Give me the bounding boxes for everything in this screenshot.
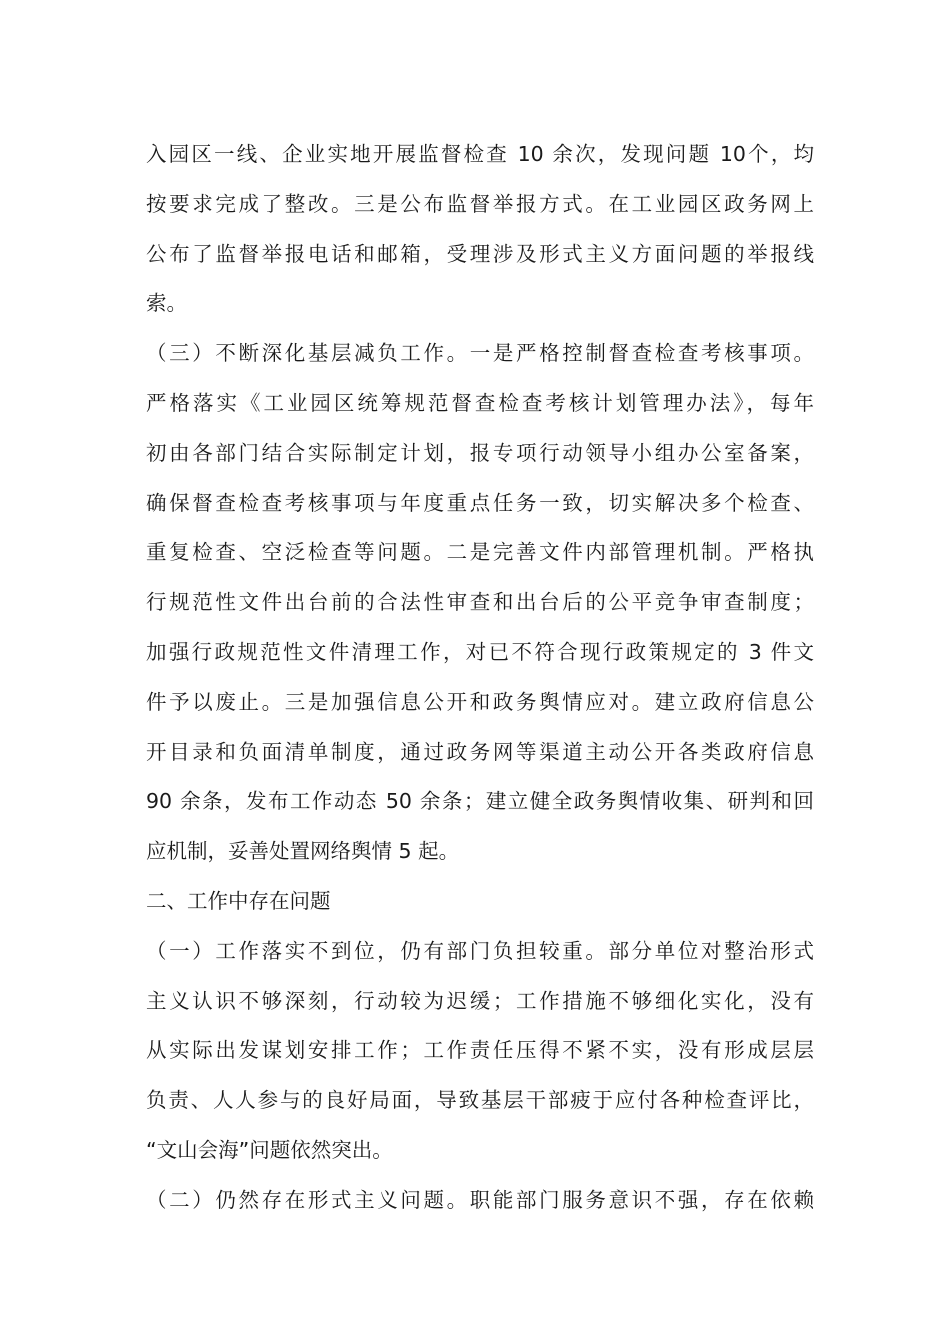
text-line: 90 余条，发布工作动态 50 余条；建立健全政务舆情收集、研判和回 — [146, 789, 814, 814]
text-line: 公布了监督举报电话和邮箱，受理涉及形式主义方面问题的举报线 — [146, 241, 814, 266]
text-line: 从实际出发谋划安排工作；工作责任压得不紧不实，没有形成层层 — [146, 1038, 814, 1063]
text-line: （三）不断深化基层减负工作。一是严格控制督查检查考核事项。 — [146, 341, 814, 366]
text-line: 负责、人人参与的良好局面，导致基层干部疲于应付各种检查评比， — [146, 1088, 814, 1113]
text-line: 加强行政规范性文件清理工作，对已不符合现行政策规定的 3 件文 — [146, 639, 814, 664]
text-line: “文山会海”问题依然突出。 — [146, 1137, 393, 1162]
section-heading: 二、工作中存在问题 — [146, 888, 331, 913]
text-line: 应机制，妥善处置网络舆情 5 起。 — [146, 839, 460, 864]
text-line: 确保督查检查考核事项与年度重点任务一致，切实解决多个检查、 — [146, 490, 814, 515]
text-line: 索。 — [146, 291, 187, 316]
text-line: 按要求完成了整改。三是公布监督举报方式。在工业园区政务网上 — [146, 191, 814, 216]
document-body — [146, 130, 814, 1226]
text-line: 件予以废止。三是加强信息公开和政务舆情应对。建立政府信息公 — [146, 689, 814, 714]
text-line: 入园区一线、企业实地开展监督检查 10 余次，发现问题 10个，均 — [146, 142, 814, 166]
text-line: 主义认识不够深刻，行动较为迟缓；工作措施不够细化实化，没有 — [146, 988, 814, 1013]
text-line: （二）仍然存在形式主义问题。职能部门服务意识不强，存在依赖 — [146, 1187, 814, 1212]
text-line: 重复检查、空泛检查等问题。二是完善文件内部管理机制。严格执 — [146, 540, 814, 565]
text-line: 严格落实《工业园区统筹规范督查检查考核计划管理办法》，每年 — [146, 390, 814, 415]
text-line: 初由各部门结合实际制定计划，报专项行动领导小组办公室备案， — [146, 440, 814, 465]
text-line: 行规范性文件出台前的合法性审查和出台后的公平竞争审查制度； — [146, 590, 814, 615]
text-line: （一）工作落实不到位，仍有部门负担较重。部分单位对整治形式 — [146, 938, 814, 963]
text-line: 开目录和负面清单制度，通过政务网等渠道主动公开各类政府信息 — [146, 739, 814, 764]
